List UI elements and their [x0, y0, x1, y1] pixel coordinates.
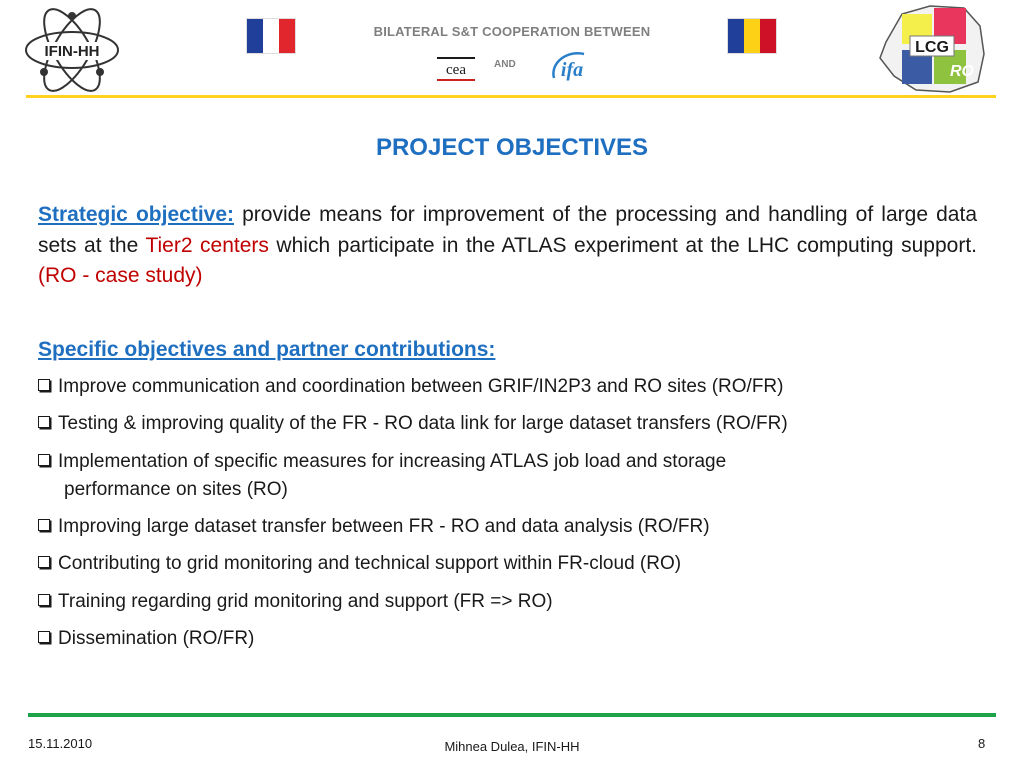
and-text: AND	[494, 59, 516, 70]
romania-flag-icon	[727, 18, 777, 54]
checkbox-bullet-icon	[38, 631, 50, 643]
strategic-text-1: provide means for improvement of the processing and handling of large data sets at the	[38, 203, 977, 257]
bullet-continuation: performance on sites (RO)	[64, 479, 288, 500]
bullet-text: Contributing to grid monitoring and technical support within FR-cloud (RO)	[58, 553, 682, 574]
list-item	[38, 375, 783, 399]
list-item	[38, 627, 254, 651]
lcg-logo-text: LCG	[915, 39, 949, 56]
ifa-logo-text: ifa	[560, 59, 584, 81]
header-divider	[26, 95, 996, 98]
footer-date: 15.11.2010	[28, 736, 93, 751]
bullet-text: Dissemination (RO/FR)	[58, 628, 255, 649]
ro-logo-text: RO	[950, 63, 974, 80]
banner-title: BILATERAL S&T COOPERATION BETWEEN	[373, 24, 651, 39]
page-number: 8	[978, 736, 986, 751]
slide-title: PROJECT OBJECTIVES	[375, 134, 649, 161]
ifin-hh-logo-text: IFIN-HH	[44, 43, 100, 60]
lcg-ro-logo	[872, 2, 994, 98]
case-study-note: (RO - case study)	[38, 264, 203, 287]
checkbox-bullet-icon	[38, 556, 50, 568]
checkbox-bullet-icon	[38, 454, 50, 466]
checkbox-bullet-icon	[38, 416, 50, 428]
list-item	[38, 450, 726, 506]
bullet-text: Testing & improving quality of the FR - RO data link for large dataset transfers (RO/FR)	[58, 413, 788, 434]
cea-logo-text: cea	[446, 62, 466, 78]
checkbox-bullet-icon	[38, 594, 50, 606]
footer-author: Mihnea Dulea, IFIN-HH	[444, 739, 580, 754]
slide-header	[0, 0, 1024, 100]
checkbox-bullet-icon	[38, 519, 50, 531]
ifin-hh-logo	[22, 6, 122, 94]
list-item	[38, 590, 553, 614]
specific-objectives-heading: Specific objectives and partner contributions:	[38, 338, 496, 361]
strategic-text-2: which participate in the ATLAS experiment at the LHC computing support.	[268, 233, 977, 257]
bullet-text: Improve communication and coordination between GRIF/IN2P3 and RO sites (RO/FR)	[58, 376, 784, 397]
bullet-text: Implementation of specific measures for increasing ATLAS job load and storage	[58, 451, 727, 472]
strategic-objective-label: Strategic objective:	[38, 203, 235, 226]
tier2-highlight: Tier2 centers	[145, 233, 269, 257]
bullet-text: Training regarding grid monitoring and support (FR => RO)	[58, 591, 553, 612]
footer-divider	[28, 713, 996, 717]
cea-logo	[436, 54, 476, 84]
bullet-text: Improving large dataset transfer between FR - RO and data analysis (RO/FR)	[58, 516, 710, 537]
list-item	[38, 412, 788, 436]
checkbox-bullet-icon	[38, 379, 50, 391]
strategic-objective-paragraph	[38, 200, 977, 292]
list-item	[38, 552, 681, 576]
ifa-logo	[548, 48, 594, 86]
list-item	[38, 515, 710, 539]
france-flag-icon	[246, 18, 296, 54]
